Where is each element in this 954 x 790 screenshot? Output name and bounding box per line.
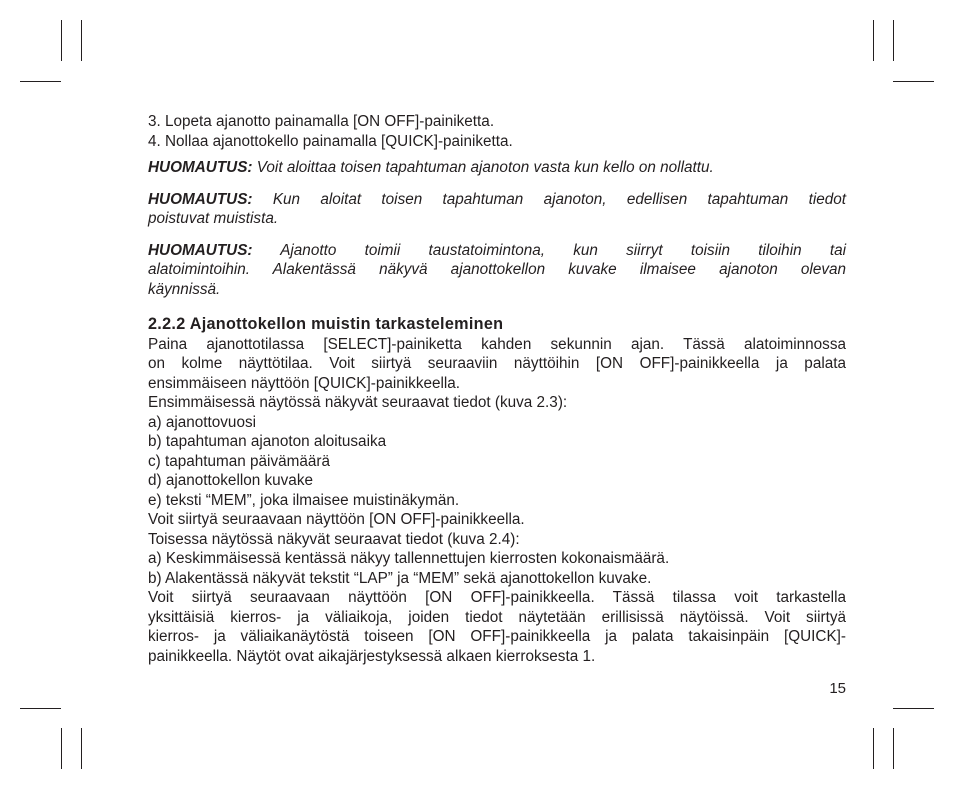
- text-line: on kolme näyttötilaa. Voit siirtyä seuraaviin näyttöihin [ON OFF]-painikkeella ja palata: [148, 355, 846, 372]
- step-4: 4. Nollaa ajanottokello painamalla [QUICK]-painiketta.: [148, 132, 513, 150]
- note-label: HUOMAUTUS:: [148, 241, 253, 259]
- section-heading: 2.2.2 Ajanottokellon muistin tarkasteleminen: [148, 315, 504, 333]
- note-text: Ajanotto toimii taustatoimintona, kun siirryt toisiin tiloihin tai: [252, 241, 846, 259]
- steps-list: [148, 112, 846, 151]
- text-line: Ensimmäisessä näytössä näkyvät seuraavat tiedot (kuva 2.3):: [148, 394, 568, 411]
- note-text: Kun aloitat toisen tapahtuman ajanoton, edellisen tapahtuman tiedot: [252, 190, 846, 208]
- note-2: [148, 190, 846, 229]
- paragraph-1: [148, 335, 846, 413]
- text-line: Toisessa näytössä näkyvät seuraavat tiedot (kuva 2.4):: [148, 530, 520, 548]
- note-1: [148, 158, 846, 178]
- text-line: yksittäisiä kierros- ja väliaikoja, joiden tiedot näytetään erillisissä näytöissä. Voit siirtyä: [148, 608, 846, 626]
- note-text: käynnissä.: [148, 280, 221, 298]
- list-item: b) tapahtuman ajanoton aloitusaika: [148, 433, 387, 450]
- list-item: c) tapahtuman päivämäärä: [148, 452, 330, 470]
- note-3: [148, 241, 846, 300]
- list-2: [148, 549, 846, 588]
- note-text: poistuvat muistista.: [148, 210, 279, 227]
- paragraph-3: [148, 588, 846, 666]
- text-line: painikkeella. Näytöt ovat aikajärjestyksessä alkaen kierroksesta 1.: [148, 647, 596, 665]
- list-item: a) Keskimmäisessä kentässä näkyy tallennettujen kierrosten kokonaismäärä.: [148, 550, 670, 567]
- text-line: kierros- ja väliaikanäytöstä toiseen [ON OFF]-painikkeella ja palata takaisinpäin [QUICK]-: [148, 628, 846, 645]
- list-item: d) ajanottokellon kuvake: [148, 472, 313, 489]
- text-line: Paina ajanottotilassa [SELECT]-painiketta kahden sekunnin ajan. Tässä alatoiminnossa: [148, 335, 846, 353]
- list-item: e) teksti “MEM”, joka ilmaisee muistinäkymän.: [148, 491, 460, 509]
- note-label: HUOMAUTUS:: [148, 190, 253, 208]
- step-3: 3. Lopeta ajanotto painamalla [ON OFF]-painiketta.: [148, 113, 495, 130]
- page-content: [148, 112, 846, 666]
- note-text: Voit aloittaa toisen tapahtuman ajanoton vasta kun kello on nollattu.: [252, 159, 714, 176]
- text-line: Voit siirtyä seuraavaan näyttöön [ON OFF]-painikkeella.: [148, 511, 525, 528]
- page-number: 15: [829, 680, 846, 697]
- list-item: a) ajanottovuosi: [148, 413, 256, 431]
- list-1: [148, 413, 846, 511]
- note-label: HUOMAUTUS:: [148, 159, 253, 176]
- note-text: alatoimintoihin. Alakentässä näkyvä ajanottokellon kuvake ilmaisee ajanoton olevan: [148, 261, 846, 278]
- text-line: Voit siirtyä seuraavaan näyttöön [ON OFF]-painikkeella. Tässä tilassa voit tarkastella: [148, 589, 846, 606]
- paragraph-2: [148, 510, 846, 549]
- list-item: b) Alakentässä näkyvät tekstit “LAP” ja “MEM” sekä ajanottokellon kuvake.: [148, 569, 652, 587]
- text-line: ensimmäiseen näyttöön [QUICK]-painikkeella.: [148, 374, 461, 392]
